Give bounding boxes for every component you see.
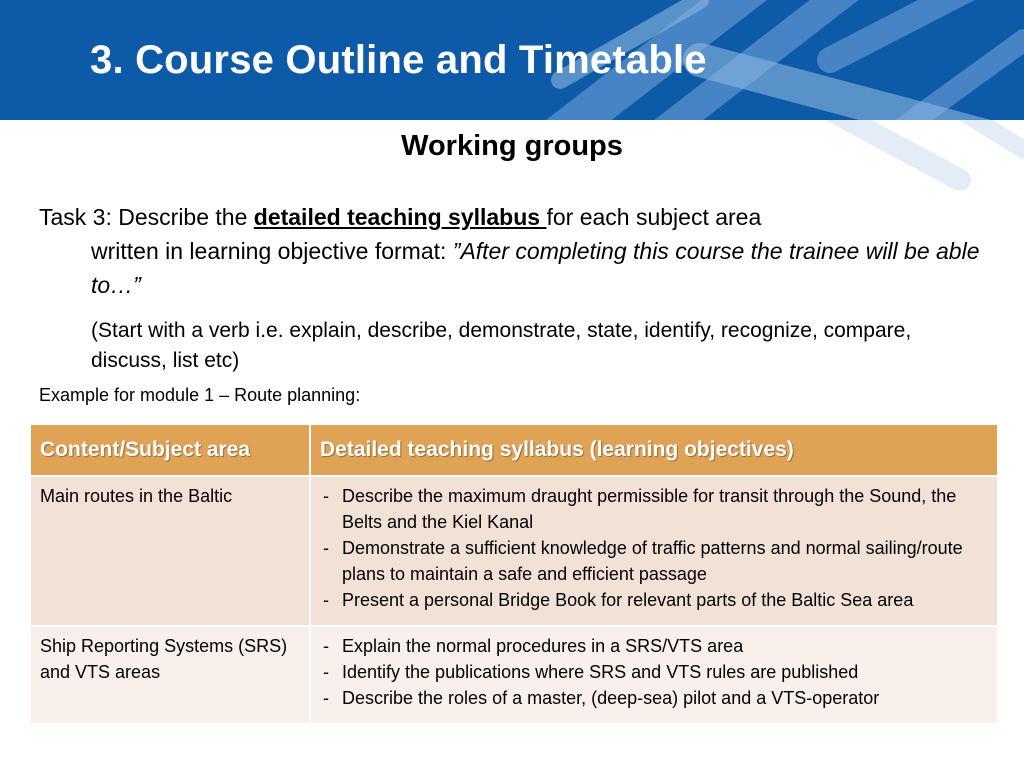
objective-text: Explain the normal procedures in a SRS/VTS area [342, 636, 744, 656]
objectives-list [321, 633, 987, 711]
list-item [321, 535, 987, 587]
task-description [39, 200, 999, 302]
page-title: 3. Course Outline and Timetable [90, 38, 707, 82]
dash-bullet: - [323, 636, 329, 656]
objectives-cell [310, 476, 998, 626]
list-item [321, 685, 987, 711]
objective-text: Demonstrate a sufficient knowledge of traffic patterns and normal sailing/route plans to maintain a safe and efficient passage [342, 538, 963, 584]
table-header-row [30, 424, 998, 476]
verb-hint: (Start with a verb i.e. explain, describe, demonstrate, state, identify, recognize, compare, discuss, list etc) [91, 319, 912, 372]
objectives-cell [310, 626, 998, 724]
list-item [321, 587, 987, 613]
task-line [39, 200, 999, 234]
section-subtitle: Working groups [401, 130, 623, 162]
column-header-objectives: Detailed teaching syllabus (learning objectives) [310, 424, 998, 476]
column-header-subject: Content/Subject area [30, 424, 310, 476]
example-label: Example for module 1 – Route planning: [39, 385, 361, 405]
header-banner [0, 0, 1024, 120]
subject-cell: Main routes in the Baltic [30, 476, 310, 626]
task-continuation-line [39, 234, 999, 302]
task-prefix: Task 3: Describe the [39, 204, 254, 230]
subject-cell: Ship Reporting Systems (SRS) and VTS areas [30, 626, 310, 724]
objectives-list [321, 483, 987, 613]
list-item [321, 659, 987, 685]
syllabus-table [29, 423, 999, 725]
task-suffix: for each subject area [546, 204, 762, 230]
objective-text: Present a personal Bridge Book for relevant parts of the Baltic Sea area [342, 590, 914, 610]
task-quote: ”After completing this course the trainee will be able to…” [91, 238, 980, 298]
dash-bullet: - [323, 538, 329, 558]
dash-bullet: - [323, 486, 329, 506]
dash-bullet: - [323, 590, 329, 610]
task-continuation: written in learning objective format: [91, 238, 453, 264]
list-item [321, 633, 987, 659]
objective-text: Identify the publications where SRS and VTS rules are published [342, 662, 859, 682]
task-emphasis: detailed teaching syllabus [253, 204, 541, 230]
table-row [30, 476, 998, 626]
objective-text: Describe the roles of a master, (deep-sea) pilot and a VTS-operator [342, 688, 880, 708]
dash-bullet: - [323, 662, 329, 682]
list-item [321, 483, 987, 535]
table-row [30, 626, 998, 724]
dash-bullet: - [323, 688, 329, 708]
objective-text: Describe the maximum draught permissible for transit through the Sound, the Belts and the Kiel Kanal [342, 486, 957, 532]
